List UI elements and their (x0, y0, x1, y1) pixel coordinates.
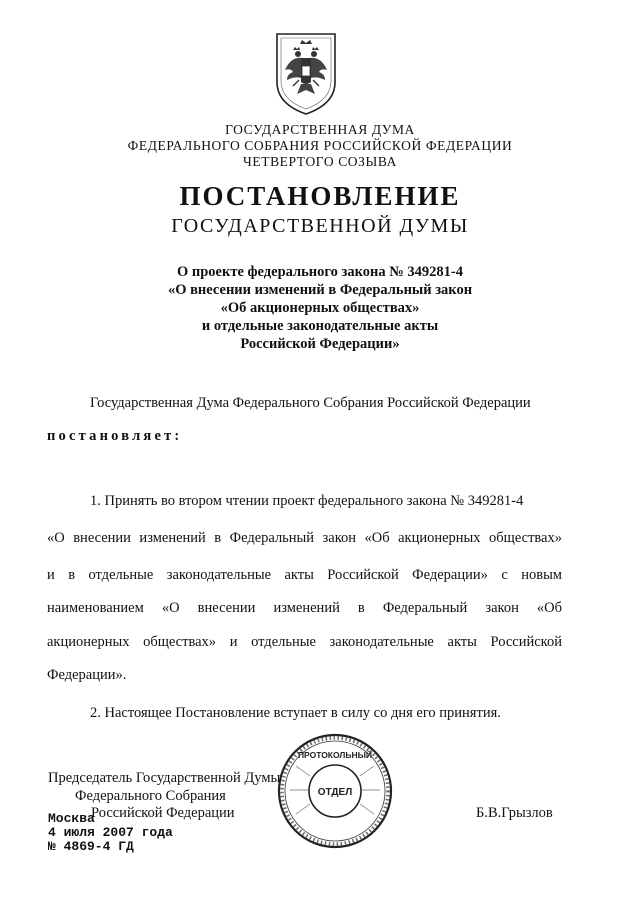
date-of-issue: 4 июля 2007 года (48, 825, 173, 840)
item-1-line: наименованием «О внесении изменений в Федеральный закон «Об (47, 600, 562, 616)
stamp-ring-text: ПРОТОКОЛЬНЫЙ (297, 750, 373, 760)
stamp-seal-icon (276, 732, 394, 850)
institution-line-1: ГОСУДАРСТВЕННАЯ ДУМА (225, 122, 415, 137)
subject-line: «Об акционерных обществах» (220, 300, 420, 316)
subject-line: Российской Федерации» (240, 336, 400, 352)
coat-of-arms-icon (273, 30, 339, 116)
item-1-line: акционерных обществах» и отдельные законодательные акты Российской (47, 634, 562, 650)
item-1-line: «О внесении изменений в Федеральный закон «Об акционерных обществах» (47, 530, 562, 546)
place-of-issue: Москва (48, 811, 95, 826)
document-number: № 4869-4 ГД (48, 839, 134, 854)
institution-line-2: ФЕДЕРАЛЬНОГО СОБРАНИЯ РОССИЙСКОЙ ФЕДЕРАЦИИ (127, 138, 513, 153)
preamble: Государственная Дума Федерального Собрания Российской Федерации (90, 395, 531, 411)
item-1-line: и в отдельные законодательные акты Российской Федерации» с новым (47, 567, 562, 583)
signer-name: Б.В.Грызлов (476, 805, 553, 821)
item-1-line: Федерации». (47, 667, 127, 683)
item-2: 2. Настоящее Постановление вступает в силу со дня его принятия. (90, 705, 501, 721)
subject-line: О проекте федерального закона № 349281-4 (176, 264, 464, 280)
item-1-line: 1. Принять во втором чтении проект федерального закона № 349281-4 (90, 493, 524, 509)
stamp-center-text: ОТДЕЛ (317, 787, 353, 798)
subject-line: «О внесении изменений в Федеральный закон (167, 282, 473, 298)
signatory-position-line-2: Федерального Собрания (75, 788, 226, 804)
document-type-title: ПОСТАНОВЛЕНИЕ (179, 181, 461, 211)
decree-verb: постановляет: (47, 428, 183, 444)
institution-line-3: ЧЕТВЕРТОГО СОЗЫВА (243, 154, 397, 169)
signatory-position-line-3: Российской Федерации (91, 805, 235, 821)
subject-line: и отдельные законодательные акты (201, 318, 439, 334)
signatory-position-line-1: Председатель Государственной Думы (48, 770, 281, 786)
document-issuer-title: ГОСУДАРСТВЕННОЙ ДУМЫ (171, 215, 469, 237)
